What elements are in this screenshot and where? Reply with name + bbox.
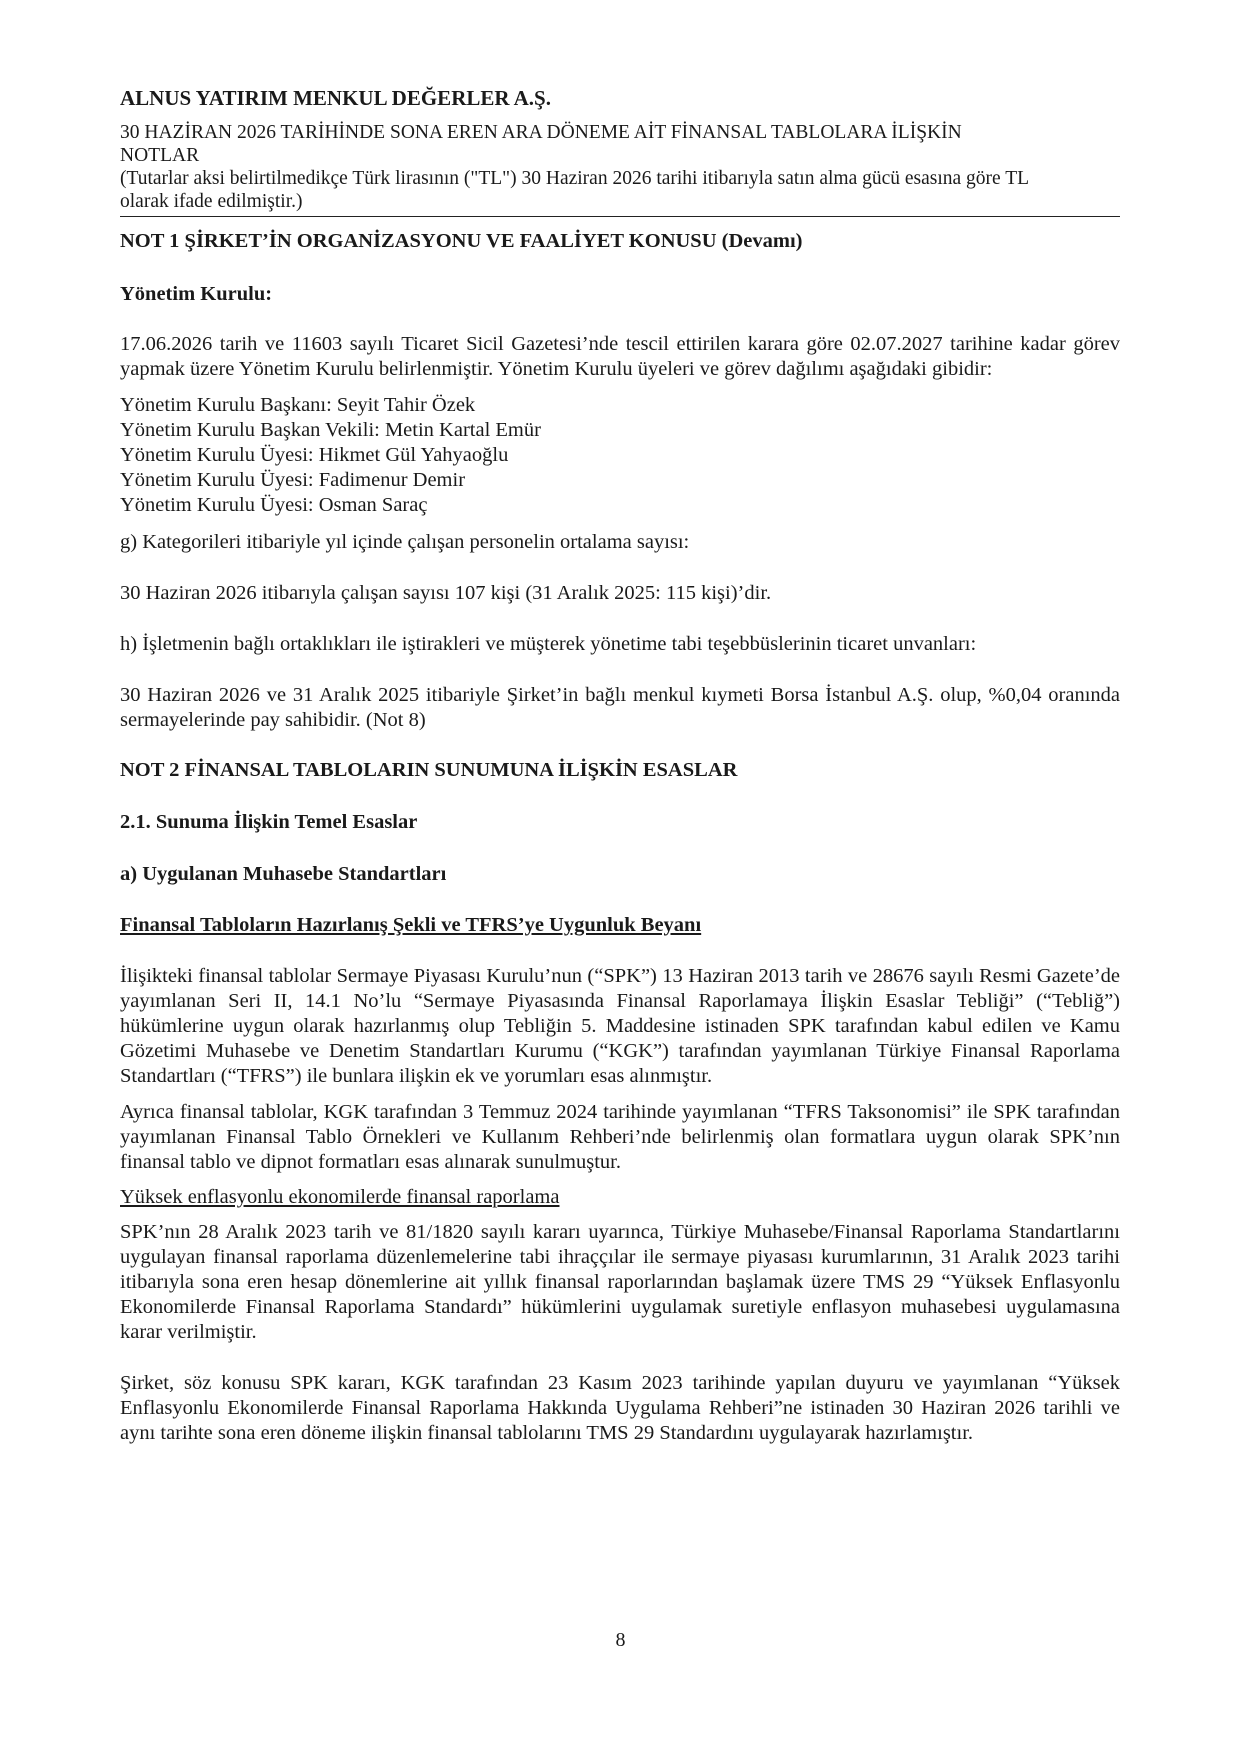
paragraph-4: Şirket, söz konusu SPK kararı, KGK tarafından 23 Kasım 2023 tarihinde yapılan duyuru ve yayımlanan “Yüksek Enflasyonlu Ekonomilerde Finansal Raporlama Hakkında Uygulama Rehberi”ne istinaden 30 Haziran 2026 tarihli ve aynı tarihte sona eren döneme ilişkin finansal tablolarını TMS 29 Standardını uygulayarak hazırlamıştır. <box>120 1372 1120 1444</box>
board-member: Yönetim Kurulu Başkan Vekili: Metin Kartal Emür <box>120 419 541 441</box>
board-member: Yönetim Kurulu Üyesi: Fadimenur Demir <box>120 469 466 491</box>
section-a: a) Uygulanan Muhasebe Standartları <box>120 863 447 885</box>
board-heading: Yönetim Kurulu: <box>120 283 273 305</box>
header-line-1: 30 HAZİRAN 2026 TARİHİNDE SONA EREN ARA DÖNEME AİT FİNANSAL TABLOLARA İLİŞKİN <box>120 122 962 143</box>
board-member: Yönetim Kurulu Başkanı: Seyit Tahir Özek <box>120 394 476 416</box>
item-g-text: 30 Haziran 2026 itibarıyla çalışan sayısı 107 kişi (31 Aralık 2025: 115 kişi)’dir. <box>120 582 772 604</box>
subtitle-compliance: Finansal Tabloların Hazırlanış Şekli ve TFRS’ye Uygunluk Beyanı <box>120 914 702 936</box>
company-name: ALNUS YATIRIM MENKUL DEĞERLER A.Ş. <box>120 86 551 110</box>
header-line-3: (Tutarlar aksi belirtilmedikçe Türk lirasının ("TL") 30 Haziran 2026 tarihi itibarıyla satın alma gücü esasına göre TL <box>120 168 1030 189</box>
board-members-list <box>120 393 1120 518</box>
header-line-2: NOTLAR <box>120 145 200 166</box>
item-g: g) Kategorileri itibariyle yıl içinde çalışan personelin ortalama sayısı: <box>120 531 690 553</box>
paragraph-1: İlişikteki finansal tablolar Sermaye Piyasası Kurulu’nun (“SPK”) 13 Haziran 2013 tarih ve 28676 sayılı Resmi Gazete’de yayımlanan Seri II, 14.1 No’lu “Sermaye Piyasasında Finansal Raporlamaya İlişkin Esaslar Tebliği” (“Tebliğ”) hükümlerine uygun olarak hazırlanmış olup Tebliğin 5. Maddesine istinaden SPK tarafından kabul edilen ve Kamu Gözetimi Muhasebe ve Denetim Standartları Kurumu (“KGK”) tarafından yayımlanan Türkiye Finansal Raporlama Standartları (“TFRS”) ile bunlara ilişkin ek ve yorumları esas alınmıştır. <box>120 965 1120 1087</box>
board-intro: 17.06.2026 tarih ve 11603 sayılı Ticaret Sicil Gazetesi’nde tescil ettirilen karara göre 02.07.2027 tarihine kadar görev yapmak üzere Yönetim Kurulu belirlenmiştir. Yönetim Kurulu üyeleri ve görev dağılımı aşağıdaki gibidir: <box>120 333 1120 380</box>
item-h: h) İşletmenin bağlı ortaklıkları ile iştirakleri ve müşterek yönetime tabi teşebbüslerinin ticaret unvanları: <box>120 633 977 655</box>
item-h-text: 30 Haziran 2026 ve 31 Aralık 2025 itibariyle Şirket’in bağlı menkul kıymeti Borsa İstanbul A.Ş. olup, %0,04 oranında sermayelerinde pay sahibidir. (Not 8) <box>120 684 1120 731</box>
page-number: 8 <box>615 1629 626 1651</box>
paragraph-3: SPK’nın 28 Aralık 2023 tarih ve 81/1820 sayılı kararı uyarınca, Türkiye Muhasebe/Finansal Raporlama Standartlarını uygulayan finansal raporlama düzenlemelerine tabi ihraççılar ile sermaye piyasası kurumlarının, 31 Aralık 2023 tarihi itibarıyla sona eren hesap dönemlerine ait yıllık finansal raporlarından başlamak üzere TMS 29 “Yüksek Enflasyonlu Ekonomilerde Finansal Raporlama Standardı” hükümlerini uygulamak suretiyle enflasyon muhasebesi uygulamasına karar verilmiştir. <box>120 1221 1120 1343</box>
board-member: Yönetim Kurulu Üyesi: Hikmet Gül Yahyaoğlu <box>120 444 509 466</box>
section-2-1: 2.1. Sunuma İlişkin Temel Esaslar <box>120 811 418 833</box>
page-header <box>120 86 1120 217</box>
note2-title: NOT 2 FİNANSAL TABLOLARIN SUNUMUNA İLİŞKİN ESASLAR <box>120 759 738 781</box>
header-line-4: olarak ifade edilmiştir.) <box>120 191 303 212</box>
document-page <box>120 86 1120 1446</box>
note1-title: NOT 1 ŞİRKET’İN ORGANİZASYONU VE FAALİYET KONUSU (Devamı) <box>120 230 803 252</box>
subtitle-inflation: Yüksek enflasyonlu ekonomilerde finansal raporlama <box>120 1186 560 1208</box>
header-divider <box>120 216 1120 217</box>
board-member: Yönetim Kurulu Üyesi: Osman Saraç <box>120 494 428 516</box>
paragraph-2: Ayrıca finansal tablolar, KGK tarafından 3 Temmuz 2024 tarihinde yayımlanan “TFRS Taksonomisi” ile SPK tarafından yayımlanan Finansal Tablo Örnekleri ve Kullanım Rehberi’nde belirlenmiş olan formatlara uygun olarak SPK’nın finansal tablo ve dipnot formatları esas alınarak sunulmuştur. <box>120 1101 1120 1173</box>
